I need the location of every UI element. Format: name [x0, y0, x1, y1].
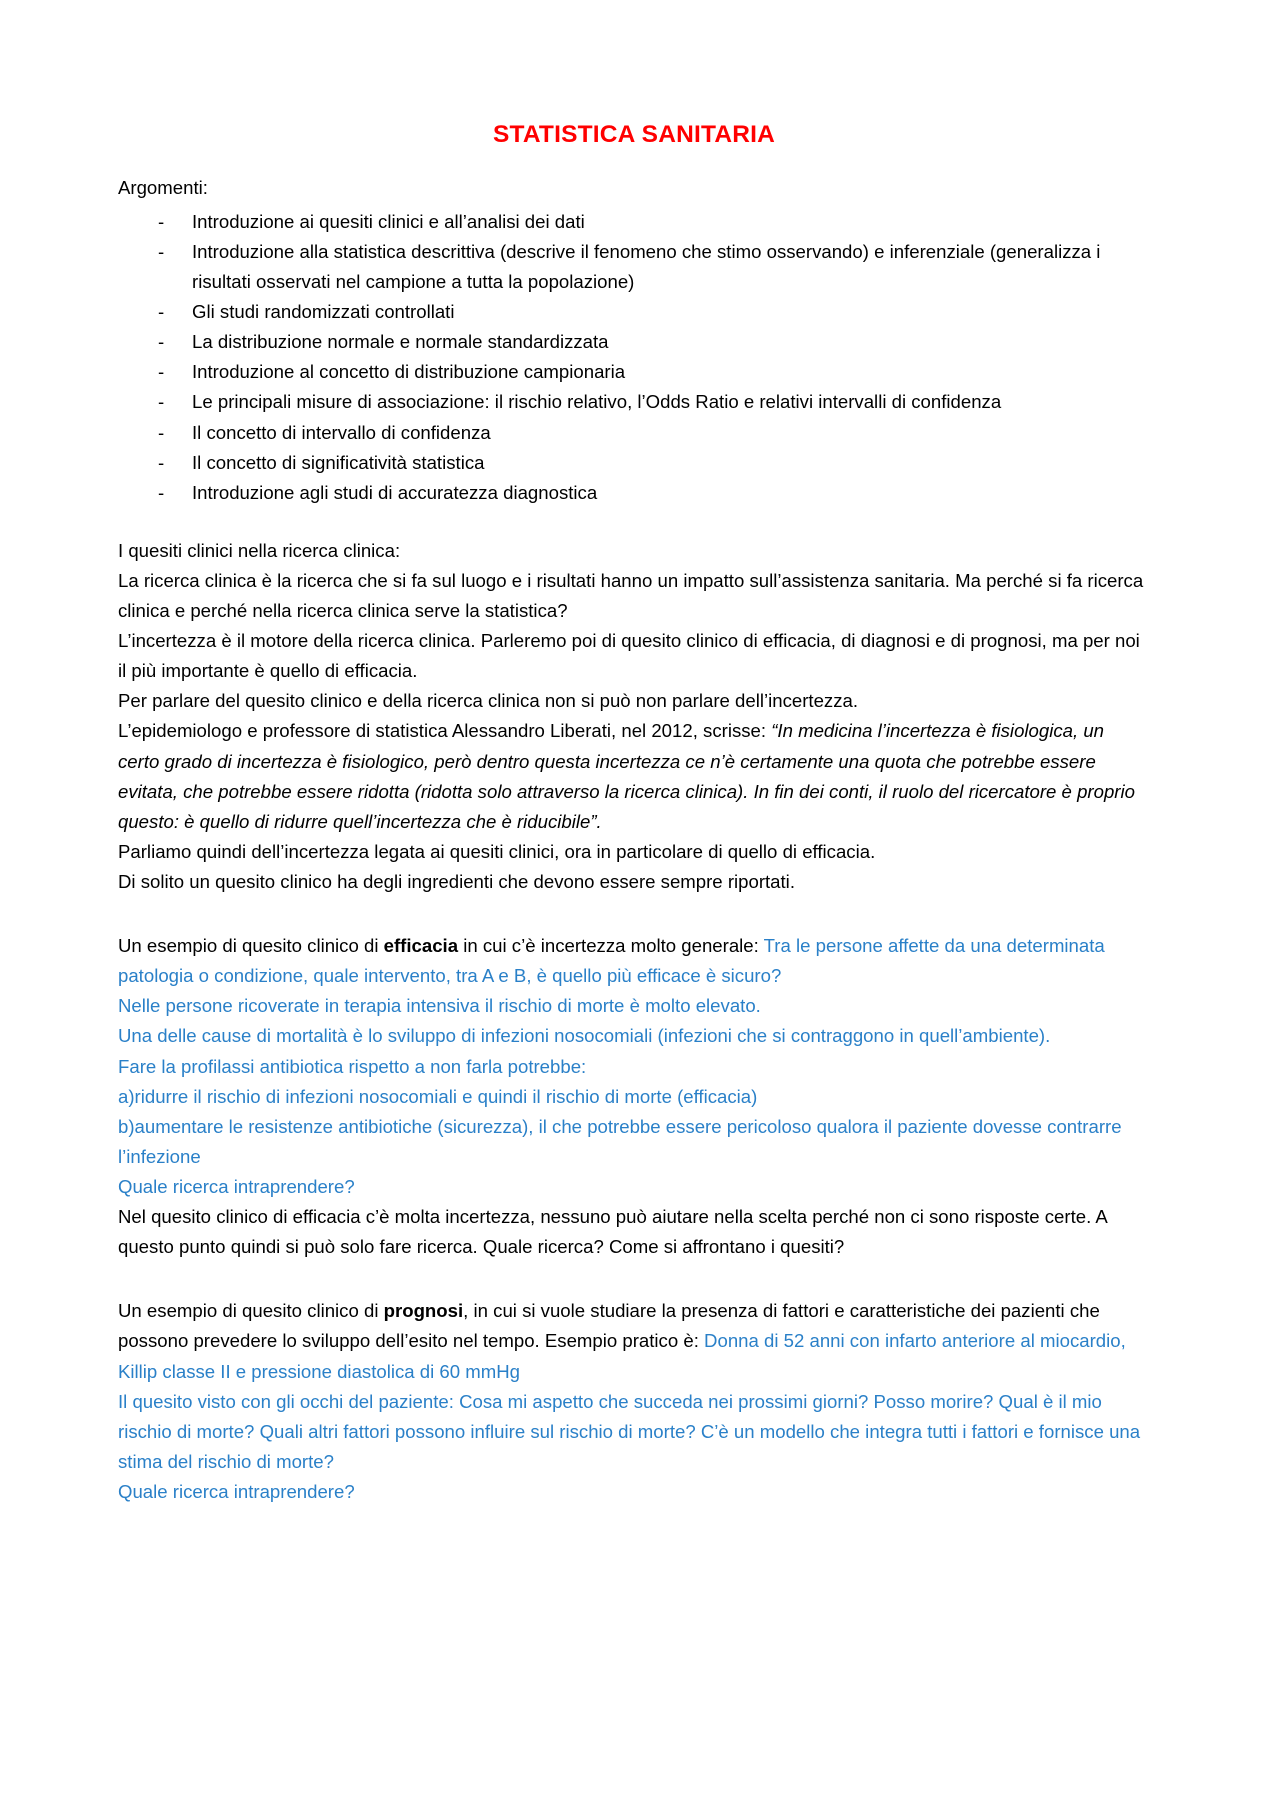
list-item: - Introduzione alla statistica descrittiva (descrive il fenomeno che stimo osservando) e inferenziale (generalizza i risultati osservati nel campione a tutta la popolazione)	[118, 237, 1150, 297]
topics-list	[118, 207, 1150, 508]
spacer	[118, 508, 1150, 536]
list-item: - Gli studi randomizzati controllati	[118, 297, 1150, 327]
liberati-quote-paragraph	[118, 716, 1150, 836]
efficacia-intro-paragraph	[118, 931, 1150, 991]
efficacia-blue-line-2: Nelle persone ricoverate in terapia intensiva il rischio di morte è molto elevato.	[118, 995, 761, 1017]
prognosi-keyword: prognosi	[383, 1300, 464, 1322]
efficacia-blue-line-3: Una delle cause di mortalità è lo sviluppo di infezioni nosocomiali (infezioni che si contraggono in quell’ambiente).	[118, 1025, 1051, 1047]
quesiti-paragraph-2: L’incertezza è il motore della ricerca clinica. Parleremo poi di quesito clinico di efficacia, di diagnosi e di prognosi, ma per noi il più importante è quello di efficacia.	[118, 630, 1140, 682]
quote-italic-text: “In medicina l’incertezza è fisiologica, un certo grado di incertezza è fisiologico, però dentro questa incertezza ce n’è certamente una quota che potrebbe essere evitata, che potrebbe essere ridotta (ridotta solo attraverso la ricerca clinica). In fin dei conti, il ruolo del ricercatore è proprio questo: è quello di ridurre quell’incertezza che è riducibile”.	[118, 720, 1135, 832]
efficacia-blue-question: Tra le persone affette da una determinata patologia o condizione, quale intervento, tra A e B, è quello più efficace è sicuro?	[118, 935, 1105, 987]
efficacia-keyword: efficacia	[383, 935, 459, 957]
prognosi-intro-pre: Un esempio di quesito clinico di	[118, 1300, 384, 1322]
efficacia-blue-option-a: a)ridurre il rischio di infezioni nosocomiali e quindi il rischio di morte (efficacia)	[118, 1085, 758, 1107]
quesiti-paragraph-5: Di solito un quesito clinico ha degli ingredienti che devono essere sempre riportati.	[118, 871, 795, 893]
efficacia-intro-post: in cui c’è incertezza molto generale:	[458, 935, 764, 957]
prognosi-intro-post: , in cui si vuole studiare la presenza di fattori e caratteristiche dei pazienti che possono prevedere lo sviluppo dell’esito nel tempo. Esempio pratico è:	[118, 1300, 1100, 1352]
quote-intro-text: L’epidemiologo e professore di statistica Alessandro Liberati, nel 2012, scrisse:	[118, 720, 772, 742]
list-item: - Il concetto di intervallo di confidenza	[118, 418, 1150, 448]
quesiti-heading: I quesiti clinici nella ricerca clinica:	[118, 539, 401, 561]
quesiti-paragraph-3: Per parlare del quesito clinico e della ricerca clinica non si può non parlare dell’incertezza.	[118, 690, 859, 712]
efficacia-blue-research-question: Quale ricerca intraprendere?	[118, 1176, 355, 1198]
topics-label: Argomenti:	[118, 176, 208, 198]
prognosi-blue-patient-view: Il quesito visto con gli occhi del paziente: Cosa mi aspetto che succeda nei prossimi giorni? Posso morire? Qual è il mio rischio di morte? Quali altri fattori possono influire sul rischio di morte? C’è un modello che integra tutti i fattori e fornisce una stima del rischio di morte?	[118, 1390, 1141, 1472]
prognosi-blue-example: Donna di 52 anni con infarto anteriore al miocardio, Killip classe II e pressione diastolica di 60 mmHg	[118, 1330, 1126, 1382]
prognosi-blue-research-question: Quale ricerca intraprendere?	[118, 1481, 355, 1502]
spacer	[118, 1262, 1150, 1296]
spacer	[118, 897, 1150, 931]
page-title: STATISTICA SANITARIA	[492, 121, 776, 148]
list-item: - Il concetto di significatività statistica	[118, 448, 1150, 478]
list-item: - Introduzione al concetto di distribuzione campionaria	[118, 357, 1150, 387]
quesiti-paragraph-4: Parliamo quindi dell’incertezza legata ai quesiti clinici, ora in particolare di quello di efficacia.	[118, 840, 876, 862]
list-item: - Le principali misure di associazione: il rischio relativo, l’Odds Ratio e relativi intervalli di confidenza	[118, 387, 1150, 417]
prognosi-intro-paragraph	[118, 1296, 1150, 1386]
quesiti-paragraph-1: La ricerca clinica è la ricerca che si fa sul luogo e i risultati hanno un impatto sull’assistenza sanitaria. Ma perché si fa ricerca clinica e perché nella ricerca clinica serve la statistica?	[118, 569, 1144, 622]
efficacia-intro-pre: Un esempio di quesito clinico di	[118, 935, 384, 957]
efficacia-blue-option-b: b)aumentare le resistenze antibiotiche (sicurezza), il che potrebbe essere pericoloso qualora il paziente dovesse contrarre l’infezione	[118, 1115, 1122, 1167]
list-item: - Introduzione agli studi di accuratezza diagnostica	[118, 478, 1150, 508]
efficacia-closing-paragraph: Nel quesito clinico di efficacia c’è molta incertezza, nessuno può aiutare nella scelta perché non ci sono risposte certe. A questo punto quindi si può solo fare ricerca. Quale ricerca? Come si affrontano i quesiti?	[118, 1206, 1107, 1258]
efficacia-blue-line-4: Fare la profilassi antibiotica rispetto a non farla potrebbe:	[118, 1055, 587, 1077]
list-item: - Introduzione ai quesiti clinici e all’analisi dei dati	[118, 207, 1150, 237]
list-item: - La distribuzione normale e normale standardizzata	[118, 327, 1150, 357]
